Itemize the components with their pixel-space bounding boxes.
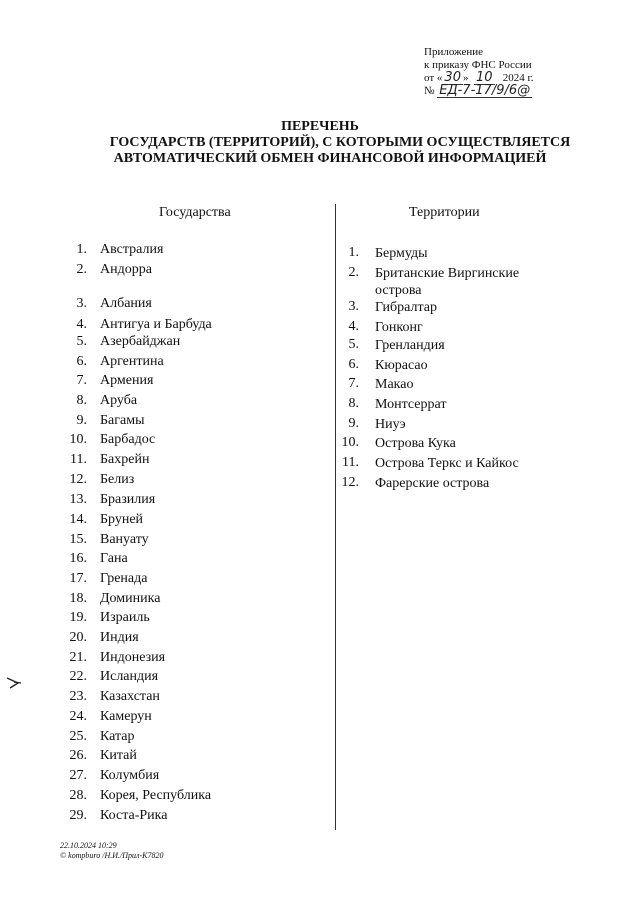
state-name: Израиль [100, 610, 150, 625]
territory-name: Острова Теркс и Кайкос [375, 456, 519, 471]
state-number: 14. [69, 512, 87, 527]
state-number: 4. [76, 317, 87, 332]
territory-number: 6. [348, 357, 359, 372]
states-column-header: Государства [159, 205, 231, 220]
territory-name: Гибралтар [375, 300, 438, 315]
state-number: 18. [69, 591, 87, 606]
territory-name: Монтсеррат [375, 397, 447, 412]
state-number: 8. [76, 393, 87, 408]
state-name: Китай [100, 748, 137, 763]
state-number: 24. [69, 709, 87, 724]
title-line-1: ПЕРЕЧЕНЬ [281, 119, 359, 134]
state-name: Бруней [100, 512, 144, 527]
state-number: 13. [69, 492, 87, 507]
state-number: 6. [76, 354, 87, 369]
appendix-label: Приложение [424, 46, 484, 58]
territory-name: Фарерские острова [375, 476, 490, 491]
appendix-header [424, 46, 534, 98]
state-name: Гана [100, 551, 128, 566]
territory-name: Гренландия [375, 338, 445, 353]
territory-name: Бермуды [375, 246, 428, 261]
state-name: Бахрейн [100, 452, 150, 467]
territory-name: Макао [375, 377, 414, 392]
state-number: 23. [69, 689, 87, 704]
state-number: 27. [69, 768, 87, 783]
territory-number: 5. [348, 337, 359, 352]
territory-number: 2. [348, 265, 359, 280]
state-number: 15. [69, 532, 87, 547]
date-prefix: от « [424, 72, 443, 84]
state-name: Вануату [100, 532, 149, 547]
order-number: ЕД-7-17/9/6@ [439, 83, 531, 98]
state-name: Австралия [100, 242, 164, 257]
state-name: Коста-Рика [100, 808, 168, 823]
state-number: 26. [69, 748, 87, 763]
state-number: 5. [76, 334, 87, 349]
territory-number: 7. [348, 376, 359, 391]
date-month: 10 [475, 70, 493, 85]
title-line-3: АВТОМАТИЧЕСКИЙ ОБМЕН ФИНАНСОВОЙ ИНФОРМАЦИЕЙ [113, 151, 547, 166]
state-name: Камерун [100, 709, 152, 724]
state-number: 7. [76, 373, 87, 388]
state-name: Албания [100, 296, 152, 311]
territory-number: 10. [341, 435, 359, 450]
column-divider [335, 204, 336, 830]
state-name: Багамы [100, 413, 145, 428]
state-number: 25. [69, 729, 87, 744]
state-name: Азербайджан [100, 334, 181, 349]
state-number: 22. [69, 669, 87, 684]
state-number: 3. [76, 296, 87, 311]
state-name: Доминика [100, 591, 161, 606]
document-title [0, 119, 640, 167]
state-name: Армения [100, 373, 154, 388]
date-day: 30 [444, 70, 461, 85]
state-number: 16. [69, 551, 87, 566]
state-name: Белиз [100, 472, 135, 487]
state-name: Исландия [100, 669, 159, 684]
state-number: 28. [69, 788, 87, 803]
footer-author: © kompburo /Н.И./Прил-К7820 [60, 851, 164, 860]
state-name: Бразилия [100, 492, 156, 507]
state-name: Аруба [100, 393, 138, 408]
territory-number: 8. [348, 396, 359, 411]
territory-name: Гонконг [375, 320, 423, 335]
footer-timestamp: 22.10.2024 10:29 [60, 841, 117, 850]
state-name: Андорра [100, 262, 152, 277]
appendix-number [424, 85, 534, 98]
margin-arrow-icon [6, 676, 22, 690]
state-name: Индонезия [100, 650, 166, 665]
state-name: Антигуа и Барбуда [100, 317, 212, 332]
territory-number: 1. [348, 245, 359, 260]
footer-stamp [60, 841, 163, 861]
territories-column-header: Территории [409, 205, 480, 220]
number-prefix: № [424, 85, 435, 97]
state-number: 29. [69, 808, 87, 823]
territory-name-continued: острова [375, 283, 422, 298]
state-number: 1. [76, 242, 87, 257]
title-line-2: ГОСУДАРСТВ (ТЕРРИТОРИЙ), С КОТОРЫМИ ОСУЩЕСТВЛЯЕТСЯ [109, 135, 571, 150]
state-number: 12. [69, 472, 87, 487]
state-name: Казахстан [100, 689, 160, 704]
date-year: 2024 г. [502, 72, 534, 84]
territory-number: 3. [348, 299, 359, 314]
territory-name: Острова Кука [375, 436, 456, 451]
territory-number: 12. [341, 475, 359, 490]
territory-name: Кюрасао [375, 358, 428, 373]
state-name: Барбадос [100, 432, 156, 447]
state-name: Гренада [100, 571, 148, 586]
state-number: 10. [69, 432, 87, 447]
state-number: 19. [69, 610, 87, 625]
state-number: 21. [69, 650, 87, 665]
territory-number: 4. [348, 319, 359, 334]
territory-name: Ниуэ [375, 417, 406, 432]
appendix-order-ref: к приказу ФНС России [424, 59, 532, 71]
territory-name: Британские Виргинские [375, 266, 520, 281]
state-number: 17. [69, 571, 87, 586]
state-number: 2. [76, 262, 87, 277]
state-name: Катар [100, 729, 135, 744]
territory-number: 9. [348, 416, 359, 431]
state-number: 11. [70, 452, 87, 467]
territory-number: 11. [342, 455, 359, 470]
state-name: Колумбия [100, 768, 160, 783]
state-name: Аргентина [100, 354, 164, 369]
state-number: 20. [69, 630, 87, 645]
state-name: Корея, Республика [100, 788, 212, 803]
date-quote: » [462, 72, 469, 84]
state-name: Индия [100, 630, 139, 645]
state-number: 9. [76, 413, 87, 428]
